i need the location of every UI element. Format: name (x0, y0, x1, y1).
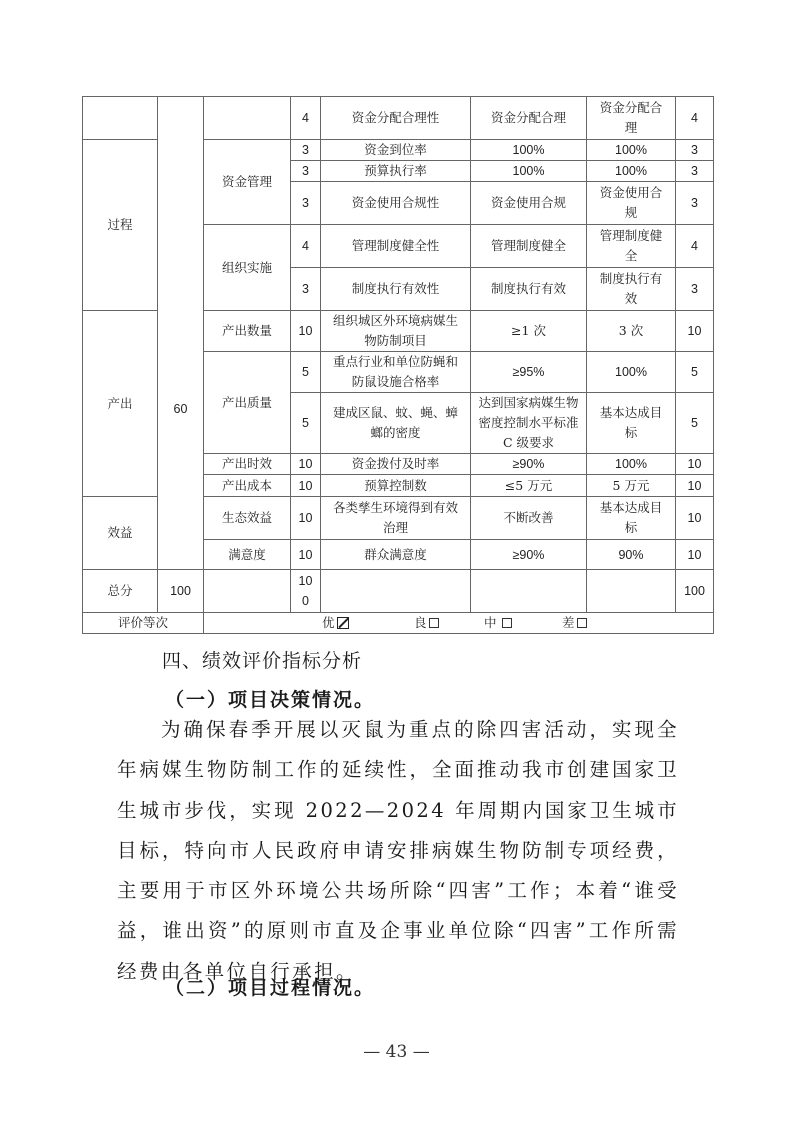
target-cell: 100% (471, 161, 587, 182)
performance-evaluation-table (82, 96, 714, 634)
actual-cell: 管理制度健全 (587, 225, 676, 268)
got-score-cell: 10 (676, 540, 714, 570)
score-cell: 5 (291, 352, 321, 393)
checkbox-icon[interactable] (577, 618, 587, 628)
indicator-cell: 群众满意度 (321, 540, 471, 570)
got-score-cell: 10 (676, 475, 714, 497)
got-score-cell: 5 (676, 352, 714, 393)
got-score-cell: 4 (676, 225, 714, 268)
score-cell: 5 (291, 393, 321, 454)
rating-row (83, 613, 714, 634)
score-cell: 10 (291, 311, 321, 352)
level2-cell: 产出数量 (204, 311, 291, 352)
page-number: — 43 — (363, 1042, 430, 1062)
got-score-cell: 10 (676, 311, 714, 352)
target-cell: 资金使用合规 (471, 182, 587, 225)
actual-cell: 资金使用合规 (587, 182, 676, 225)
score-cell: 3 (291, 268, 321, 311)
level2-cell: 满意度 (204, 540, 291, 570)
target-cell: ≥90% (471, 540, 587, 570)
actual-cell (587, 570, 676, 613)
score-cell: 100 (291, 570, 321, 613)
actual-cell: 3 次 (587, 311, 676, 352)
indicator-cell: 管理制度健全性 (321, 225, 471, 268)
score-cell: 10 (291, 540, 321, 570)
level2-cell: 产出时效 (204, 454, 291, 475)
actual-cell: 5 万元 (587, 475, 676, 497)
indicator-cell (321, 570, 471, 613)
level1-cell: 效益 (83, 497, 158, 570)
indicator-cell: 资金使用合规性 (321, 182, 471, 225)
total-weight-cell: 100 (158, 570, 204, 613)
score-cell: 3 (291, 182, 321, 225)
total-row (83, 570, 714, 613)
actual-cell: 90% (587, 540, 676, 570)
level2-cell (204, 97, 291, 140)
checked-box-icon[interactable] (337, 617, 349, 629)
got-score-cell: 5 (676, 393, 714, 454)
target-cell: 管理制度健全 (471, 225, 587, 268)
target-cell: 100% (471, 140, 587, 161)
rating-label-cell: 评价等次 (83, 613, 204, 634)
subsection-heading-process: （二）项目过程情况。 (165, 977, 376, 999)
got-score-cell: 10 (676, 454, 714, 475)
target-cell: 不断改善 (471, 497, 587, 540)
got-score-cell: 4 (676, 97, 714, 140)
actual-cell: 基本达成目标 (587, 497, 676, 540)
target-cell: ≥90% (471, 454, 587, 475)
actual-cell: 100% (587, 352, 676, 393)
body-paragraph: 为确保春季开展以灭鼠为重点的除四害活动，实现全年病媒生物防制工作的延续性，全面推动我市创建国家卫生城市步伐，实现 2022—2024 年周期内国家卫生城市目标，特向市人民政府申请安排病媒生物防制专项经费，主要用于市区外环境公共场所除“四害”工作；本着“谁受益，谁出资”的原则市直及企事业单位除“四害”工作所需经费由各单位自行承担。 (117, 718, 679, 983)
level2-cell: 资金管理 (204, 140, 291, 225)
got-score-cell: 3 (676, 268, 714, 311)
actual-cell: 100% (587, 161, 676, 182)
indicator-cell: 各类孳生环境得到有效治理 (321, 497, 471, 540)
score-cell: 3 (291, 161, 321, 182)
rating-option-excellent[interactable]: 优 (322, 613, 349, 633)
score-cell: 4 (291, 225, 321, 268)
level2-cell: 产出成本 (204, 475, 291, 497)
rating-option-average[interactable]: 中 (484, 613, 512, 633)
weight-cell: 60 (158, 97, 204, 570)
level2-cell: 生态效益 (204, 497, 291, 540)
indicator-cell: 预算控制数 (321, 475, 471, 497)
rating-option-poor[interactable]: 差 (562, 613, 587, 633)
checkbox-icon[interactable] (502, 618, 512, 628)
section-heading: 四、绩效评价指标分析 (162, 650, 363, 672)
actual-cell: 100% (587, 140, 676, 161)
level1-cell: 产出 (83, 311, 158, 497)
target-cell: 制度执行有效 (471, 268, 587, 311)
level2-cell (204, 570, 291, 613)
target-cell: ≤5 万元 (471, 475, 587, 497)
level2-cell: 产出质量 (204, 352, 291, 454)
score-cell: 10 (291, 475, 321, 497)
rating-option-good[interactable]: 良 (414, 613, 439, 633)
target-cell: 达到国家病媒生物密度控制水平标准 C 级要求 (471, 393, 587, 454)
score-cell: 4 (291, 97, 321, 140)
target-cell (471, 570, 587, 613)
actual-cell: 资金分配合理 (587, 97, 676, 140)
got-score-cell: 100 (676, 570, 714, 613)
actual-cell: 制度执行有效 (587, 268, 676, 311)
score-cell: 10 (291, 497, 321, 540)
total-label-cell: 总分 (83, 570, 158, 613)
indicator-cell: 资金到位率 (321, 140, 471, 161)
target-cell: ≥95% (471, 352, 587, 393)
got-score-cell: 3 (676, 182, 714, 225)
got-score-cell: 3 (676, 161, 714, 182)
got-score-cell: 3 (676, 140, 714, 161)
target-cell: ≥1 次 (471, 311, 587, 352)
indicator-cell: 资金分配合理性 (321, 97, 471, 140)
table-row (83, 97, 714, 140)
level2-cell: 组织实施 (204, 225, 291, 311)
target-cell: 资金分配合理 (471, 97, 587, 140)
indicator-cell: 组织城区外环境病媒生物防制项目 (321, 311, 471, 352)
actual-cell: 基本达成目标 (587, 393, 676, 454)
got-score-cell: 10 (676, 497, 714, 540)
indicator-cell: 制度执行有效性 (321, 268, 471, 311)
subsection-heading-decision: （一）项目决策情况。 (165, 689, 376, 711)
score-cell: 3 (291, 140, 321, 161)
actual-cell: 100% (587, 454, 676, 475)
indicator-cell: 建成区鼠、蚊、蝇、蟑螂的密度 (321, 393, 471, 454)
indicator-cell: 预算执行率 (321, 161, 471, 182)
checkbox-icon[interactable] (429, 618, 439, 628)
indicator-cell: 重点行业和单位防蝇和防鼠设施合格率 (321, 352, 471, 393)
level1-cell (83, 97, 158, 140)
indicator-cell: 资金拨付及时率 (321, 454, 471, 475)
level1-cell: 过程 (83, 140, 158, 311)
rating-options-cell (204, 613, 714, 634)
score-cell: 10 (291, 454, 321, 475)
